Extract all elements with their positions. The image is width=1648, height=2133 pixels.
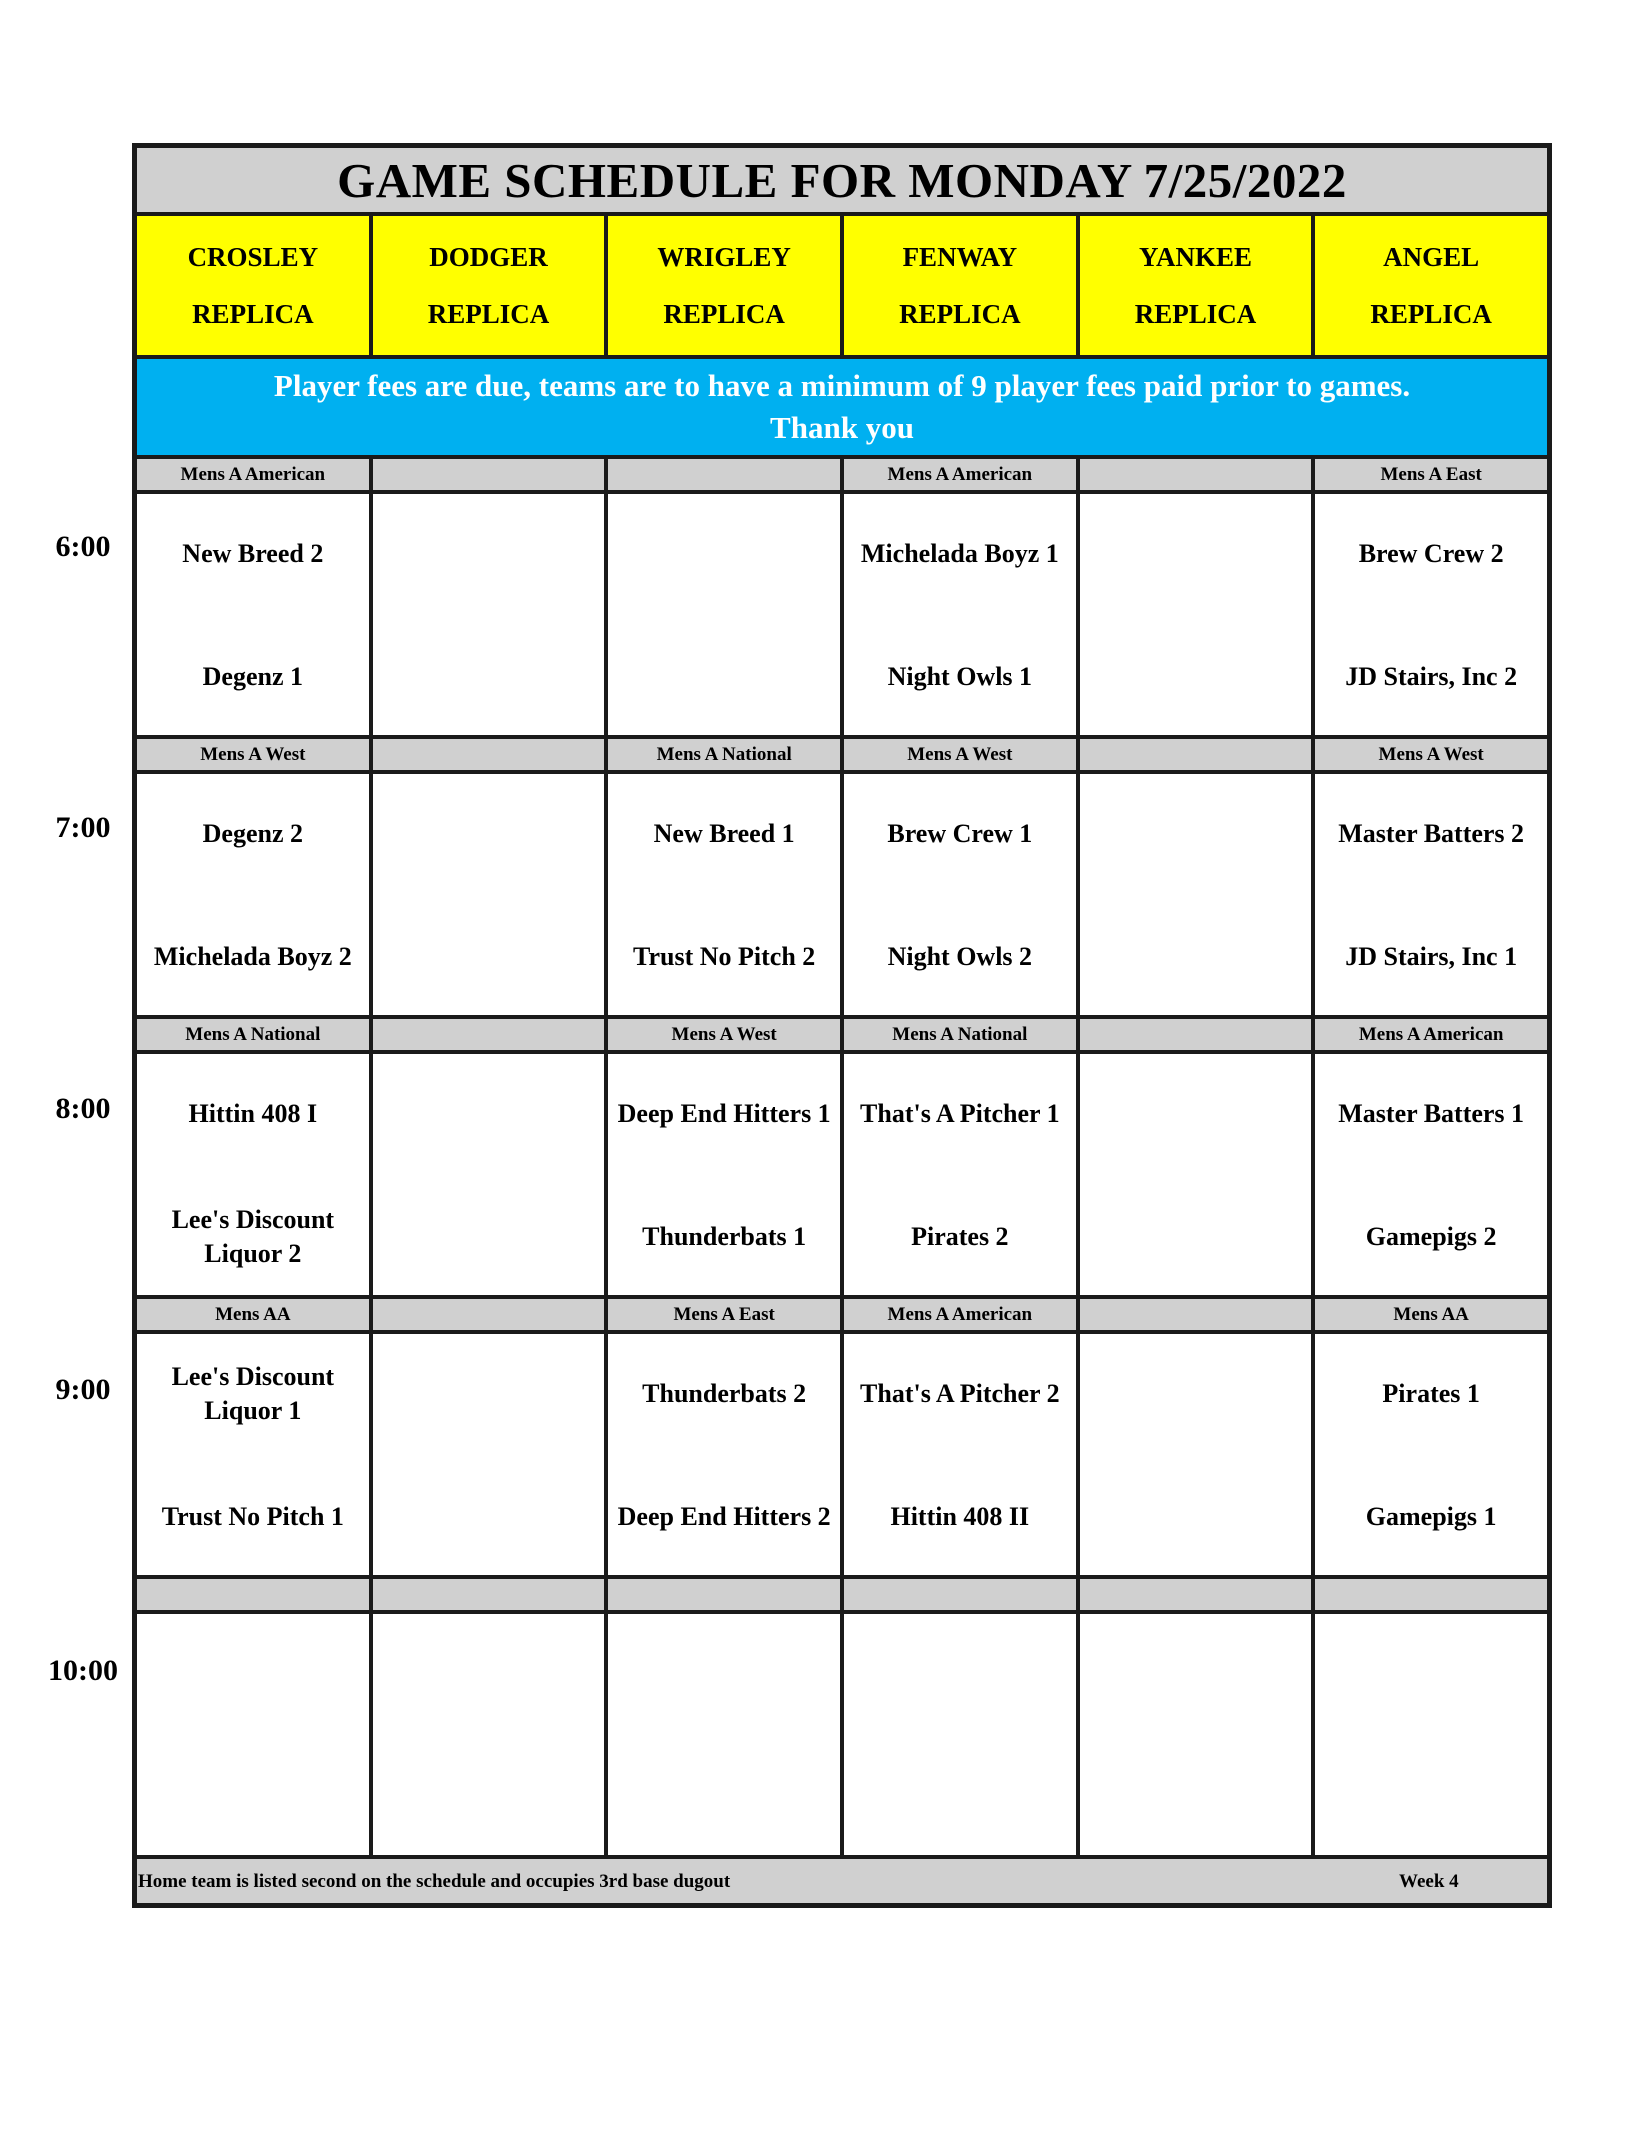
field-header — [844, 216, 1076, 355]
away-team: Degenz 2 — [202, 819, 303, 848]
field-header — [137, 216, 369, 355]
field-type: REPLICA — [192, 298, 314, 329]
field-header — [373, 216, 605, 355]
division-label — [1080, 1299, 1312, 1330]
division-label: Mens A American — [844, 459, 1076, 490]
home-team: Gamepigs 1 — [1365, 1502, 1497, 1531]
home-team — [1080, 1482, 1312, 1552]
home-team: Degenz 1 — [202, 662, 303, 691]
away-team — [1080, 799, 1312, 869]
division-label: Mens A American — [1315, 1019, 1547, 1050]
game-cell — [1080, 1614, 1312, 1855]
home-team: Lee's Discount Liquor 2 — [171, 1205, 335, 1268]
division-label — [1080, 1019, 1312, 1050]
field-type: REPLICA — [663, 298, 785, 329]
field-header — [608, 216, 840, 355]
away-team — [1080, 519, 1312, 589]
home-team — [1080, 922, 1312, 992]
home-team — [608, 642, 840, 712]
away-team — [373, 519, 605, 589]
away-team — [373, 1359, 605, 1429]
game-cell — [373, 774, 605, 1015]
field-name: FENWAY — [902, 241, 1018, 272]
away-team — [373, 1079, 605, 1149]
away-team: Michelada Boyz 1 — [860, 539, 1059, 568]
home-team — [373, 1762, 605, 1832]
away-team: New Breed 1 — [653, 819, 795, 848]
game-cell — [1315, 1334, 1547, 1575]
home-team: Deep End Hitters 2 — [617, 1502, 831, 1531]
game-cell — [137, 1614, 369, 1855]
field-type: REPLICA — [427, 298, 550, 329]
division-label — [373, 1019, 605, 1050]
fee-notice-line-1: Player fees are due, teams are to have a minimum of 9 player fees paid prior to games. — [273, 368, 1411, 403]
field-name: YANKEE — [1138, 241, 1253, 272]
home-team-note: Home team is listed second on the schedule and occupies 3rd base dugout — [138, 1871, 731, 1892]
division-label: Mens A West — [1315, 739, 1547, 770]
home-team: Hittin 408 II — [890, 1502, 1030, 1531]
game-cell — [608, 494, 840, 735]
fee-notice — [137, 359, 1547, 455]
away-team: Lee's Discount Liquor 1 — [171, 1362, 335, 1425]
home-team — [844, 1762, 1076, 1832]
game-cell — [1080, 774, 1312, 1015]
schedule-sheet — [132, 143, 1552, 1908]
home-team: JD Stairs, Inc 1 — [1345, 942, 1518, 971]
field-name: CROSLEY — [187, 241, 319, 272]
time-label: 9:00 — [55, 1373, 111, 1406]
division-label: Mens AA — [1315, 1299, 1547, 1330]
game-cell — [608, 1614, 840, 1855]
home-team — [137, 1762, 369, 1832]
game-cell — [137, 774, 369, 1015]
home-team — [373, 1482, 605, 1552]
away-team: Hittin 408 I — [188, 1099, 318, 1128]
home-team — [1080, 1762, 1312, 1832]
away-team — [137, 1639, 369, 1709]
away-team: That's A Pitcher 2 — [860, 1379, 1060, 1408]
game-cell — [844, 774, 1076, 1015]
division-label: Mens A West — [137, 739, 369, 770]
division-label: Mens A West — [844, 739, 1076, 770]
home-team: Michelada Boyz 2 — [153, 942, 352, 971]
game-cell — [1315, 1054, 1547, 1295]
home-team — [1315, 1762, 1547, 1832]
week-label: Week 4 — [1399, 1871, 1459, 1892]
away-team — [1315, 1639, 1547, 1709]
field-header — [1315, 216, 1547, 355]
game-cell — [608, 1054, 840, 1295]
page-title: GAME SCHEDULE FOR MONDAY 7/25/2022 — [137, 148, 1547, 212]
away-team — [608, 519, 840, 589]
away-team — [608, 1639, 840, 1709]
division-label — [1080, 459, 1312, 490]
division-label: Mens AA — [137, 1299, 369, 1330]
away-team: Master Batters 2 — [1338, 819, 1525, 848]
field-name: WRIGLEY — [657, 241, 791, 272]
game-cell — [1315, 1614, 1547, 1855]
game-cell — [608, 1334, 840, 1575]
game-cell — [1080, 1334, 1312, 1575]
division-label: Mens A National — [608, 739, 840, 770]
away-team: New Breed 2 — [182, 539, 324, 568]
away-team: Deep End Hitters 1 — [617, 1099, 831, 1128]
division-label: Mens A National — [844, 1019, 1076, 1050]
away-team: Brew Crew 2 — [1358, 539, 1504, 568]
division-label — [1080, 739, 1312, 770]
away-team — [1080, 1079, 1312, 1149]
game-cell — [137, 494, 369, 735]
away-team — [373, 799, 605, 869]
time-label: 6:00 — [55, 530, 111, 563]
game-cell — [1080, 494, 1312, 735]
home-team: Trust No Pitch 2 — [633, 942, 816, 971]
away-team — [1080, 1639, 1312, 1709]
home-team: Night Owls 2 — [887, 942, 1033, 971]
game-cell — [844, 1334, 1076, 1575]
division-label — [373, 1299, 605, 1330]
division-label — [608, 459, 840, 490]
division-label — [1080, 1579, 1312, 1610]
division-label: Mens A American — [844, 1299, 1076, 1330]
home-team — [373, 1202, 605, 1272]
home-team: JD Stairs, Inc 2 — [1345, 662, 1518, 691]
home-team: Night Owls 1 — [887, 662, 1033, 691]
field-type: REPLICA — [1370, 298, 1492, 329]
away-team: Brew Crew 1 — [887, 819, 1033, 848]
game-cell — [373, 494, 605, 735]
field-type: REPLICA — [1134, 298, 1257, 329]
game-cell — [373, 1054, 605, 1295]
game-cell — [137, 1334, 369, 1575]
division-label: Mens A East — [608, 1299, 840, 1330]
division-label — [373, 1579, 605, 1610]
home-team — [1080, 642, 1312, 712]
game-cell — [844, 1054, 1076, 1295]
time-label: 10:00 — [48, 1654, 118, 1687]
home-team: Gamepigs 2 — [1365, 1222, 1497, 1251]
division-label: Mens A West — [608, 1019, 840, 1050]
game-cell — [608, 774, 840, 1015]
home-team: Thunderbats 1 — [642, 1222, 807, 1251]
field-type: REPLICA — [899, 298, 1021, 329]
game-cell — [1315, 494, 1547, 735]
home-team — [1080, 1202, 1312, 1272]
division-label — [373, 739, 605, 770]
field-name: ANGEL — [1383, 241, 1480, 272]
game-cell — [1080, 1054, 1312, 1295]
game-cell — [844, 494, 1076, 735]
home-team — [373, 922, 605, 992]
division-label: Mens A American — [137, 459, 369, 490]
division-label: Mens A National — [137, 1019, 369, 1050]
division-label — [844, 1579, 1076, 1610]
away-team — [1080, 1359, 1312, 1429]
time-label: 7:00 — [55, 811, 111, 844]
away-team: Thunderbats 2 — [642, 1379, 807, 1408]
field-header — [1080, 216, 1312, 355]
time-label: 8:00 — [55, 1092, 111, 1125]
field-name: DODGER — [429, 241, 548, 272]
game-cell — [844, 1614, 1076, 1855]
division-label: Mens A East — [1315, 459, 1547, 490]
away-team: That's A Pitcher 1 — [860, 1099, 1060, 1128]
division-label — [608, 1579, 840, 1610]
game-cell — [137, 1054, 369, 1295]
home-team: Trust No Pitch 1 — [161, 1502, 344, 1531]
division-label — [1315, 1579, 1547, 1610]
footer-bar — [137, 1859, 1547, 1903]
away-team — [844, 1639, 1076, 1709]
fee-notice-line-2: Thank you — [770, 410, 914, 445]
home-team — [373, 642, 605, 712]
away-team: Master Batters 1 — [1338, 1099, 1525, 1128]
home-team: Pirates 2 — [911, 1222, 1009, 1251]
division-label — [137, 1579, 369, 1610]
game-cell — [373, 1614, 605, 1855]
away-team — [373, 1639, 605, 1709]
home-team — [608, 1762, 840, 1832]
division-label — [373, 459, 605, 490]
game-cell — [373, 1334, 605, 1575]
away-team: Pirates 1 — [1382, 1379, 1480, 1408]
game-cell — [1315, 774, 1547, 1015]
